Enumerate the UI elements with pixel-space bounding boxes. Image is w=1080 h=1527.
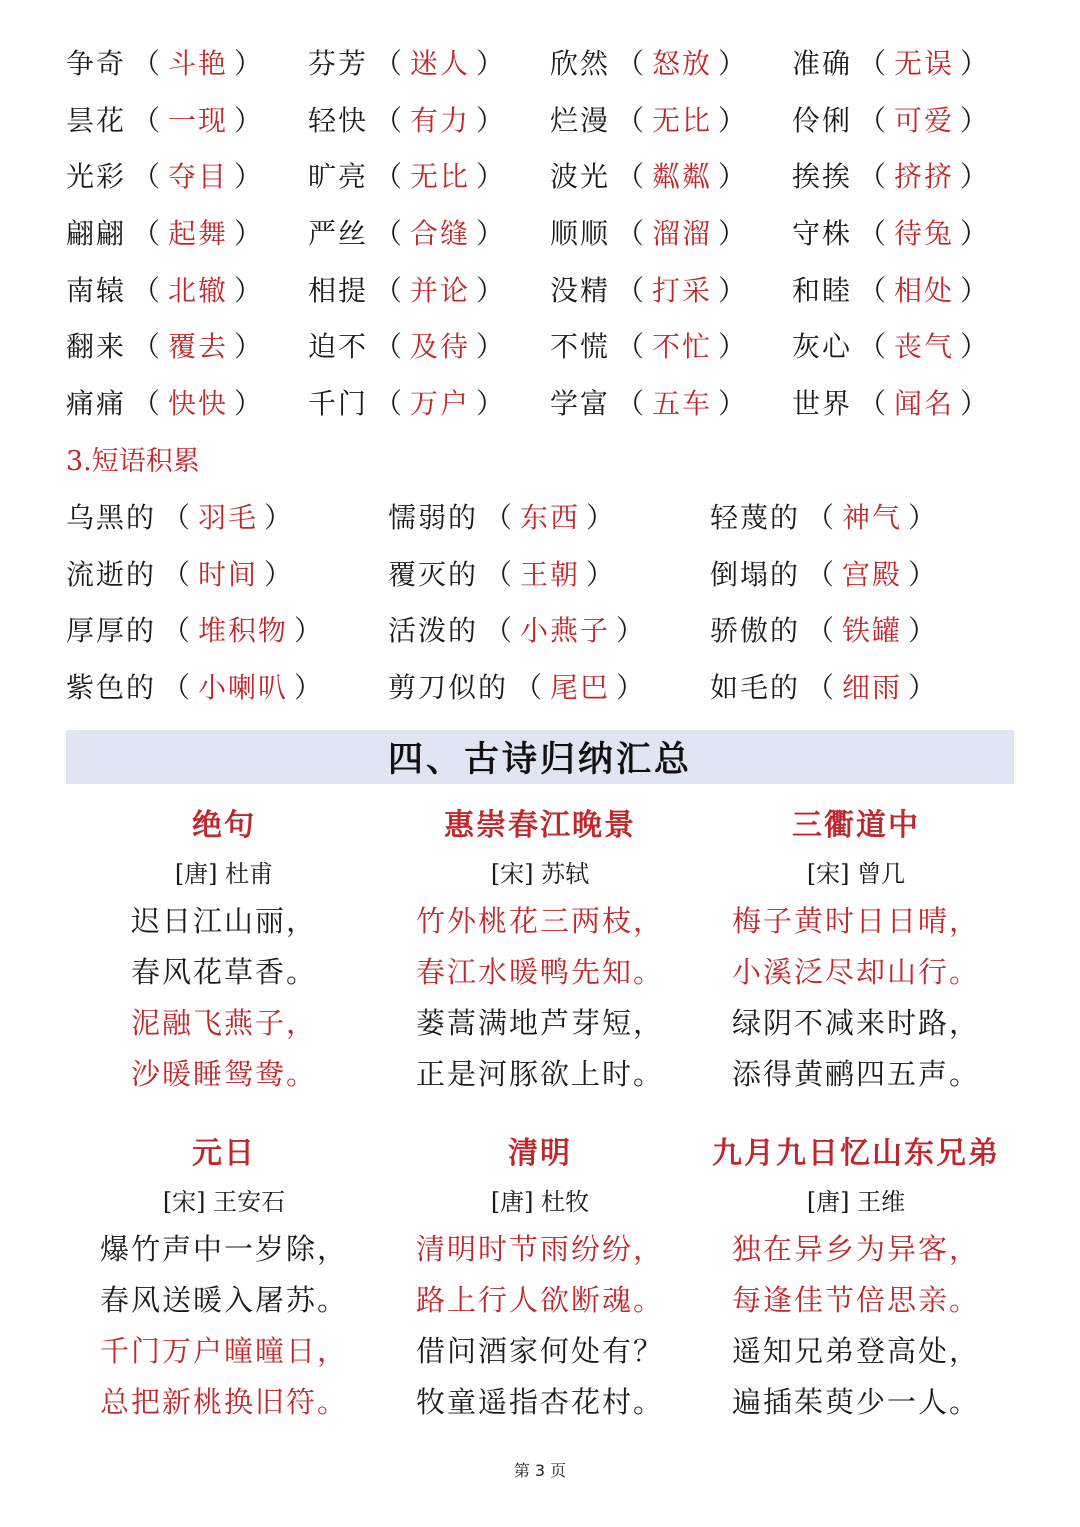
poem-line: 遥知兄弟登高处， [731,1334,980,1368]
idiom-answer: 无比 [410,160,471,194]
idiom-prefix: 欣然 [550,47,611,80]
close-paren: ） [960,273,991,307]
open-paren: （ [132,160,163,194]
open-paren: （ [374,217,405,251]
idiom-answer: 怒放 [652,47,713,80]
idiom-prefix: 准确 [792,47,853,80]
phrase-item [388,490,710,547]
close-paren: ） [908,557,939,591]
poem-card [66,800,382,1100]
poem-card [698,1128,1014,1428]
phrase-prefix: 懦弱的 [388,501,479,534]
idiom-item [792,376,1006,433]
idiom-prefix: 争奇 [66,47,127,80]
open-paren: （ [484,614,515,647]
poem-line: 正是河豚欲上时。 [415,1057,664,1091]
close-paren: ） [476,160,507,194]
idiom-answer: 一现 [168,103,229,137]
close-paren: ） [294,670,325,704]
idiom-prefix: 学富 [550,387,611,421]
poem-line: 春风花草香。 [130,955,317,989]
idiom-prefix: 世界 [792,387,853,421]
phrase-answer: 堆积物 [198,614,289,647]
idiom-item [308,149,550,206]
poem-title: 三衢道中 [792,808,920,843]
poem-line: 路上行人欲断魂。 [415,1283,664,1317]
poem-line: 沙暖睡鸳鸯。 [130,1057,317,1091]
open-paren: （ [616,217,647,251]
close-paren: ） [476,47,507,80]
phrase-prefix: 流逝的 [66,557,157,591]
idiom-answer: 无误 [894,47,955,80]
idiom-item [792,206,1006,263]
idiom-item [308,93,550,150]
close-paren: ） [476,217,507,251]
idiom-item [66,376,308,433]
idiom-item [308,36,550,93]
phrase-item [388,547,710,604]
phrase-answer: 尾巴 [550,670,611,704]
phrase-answer: 神气 [842,501,903,534]
phrase-prefix: 覆灭的 [388,557,479,591]
phrase-prefix: 紫色的 [66,670,157,704]
idiom-prefix: 伶俐 [792,103,853,137]
idiom-prefix: 严丝 [308,217,369,251]
idiom-item [66,206,308,263]
idiom-prefix: 痛痛 [66,387,127,421]
close-paren: ） [616,614,647,647]
idiom-item [792,36,1006,93]
idiom-item [308,263,550,320]
idiom-prefix: 不慌 [550,330,611,364]
idiom-item [66,263,308,320]
idiom-item [792,149,1006,206]
open-paren: （ [162,501,193,534]
idiom-prefix: 守株 [792,217,853,251]
idiom-prefix: 光彩 [66,160,127,194]
open-paren: （ [858,47,889,80]
idiom-prefix: 翩翩 [66,217,127,251]
open-paren: （ [132,330,163,364]
close-paren: ） [908,670,939,704]
idiom-answer: 可爱 [894,103,955,137]
poem-author: [宋] 曾几 [806,860,906,888]
close-paren: ） [264,501,295,534]
close-paren: ） [476,330,507,364]
idiom-answer: 丧气 [894,330,955,364]
close-paren: ） [234,160,265,194]
open-paren: （ [806,614,837,647]
close-paren: ） [234,47,265,80]
idiom-prefix: 波光 [550,160,611,194]
page-number: 第 3 页 [513,1461,567,1480]
phrase-item [710,547,1026,604]
phrase-item [388,603,710,660]
open-paren: （ [132,217,163,251]
idiom-item [66,93,308,150]
open-paren: （ [162,557,193,591]
poem-author: [唐] 王维 [806,1188,906,1216]
open-paren: （ [858,387,889,421]
phrase-prefix: 活泼的 [388,614,479,647]
idiom-item [550,263,792,320]
idiom-answer: 及待 [410,330,471,364]
close-paren: ） [586,501,617,534]
close-paren: ） [234,103,265,137]
phrase-item [710,490,1026,547]
close-paren: ） [960,330,991,364]
phrase-prefix: 如毛的 [710,670,801,704]
phrase-grid [66,490,1026,716]
open-paren: （ [616,273,647,307]
idiom-answer: 闻名 [894,387,955,421]
poem-title: 元日 [192,1136,256,1171]
idiom-prefix: 相提 [308,273,369,307]
idiom-item [550,36,792,93]
idiom-answer: 无比 [652,103,713,137]
close-paren: ） [718,160,749,194]
close-paren: ） [718,273,749,307]
close-paren: ） [586,557,617,591]
close-paren: ） [960,217,991,251]
idiom-answer: 打采 [652,273,713,307]
close-paren: ） [960,160,991,194]
idiom-item [792,263,1006,320]
close-paren: ） [264,557,295,591]
poem-line: 总把新桃换旧符。 [99,1385,348,1419]
idiom-prefix: 挨挨 [792,160,853,194]
open-paren: （ [806,670,837,704]
idiom-answer: 挤挤 [894,160,955,194]
poem-line: 竹外桃花三两枝， [415,904,664,938]
poem-line: 蒌蒿满地芦芽短， [415,1006,664,1040]
close-paren: ） [718,387,749,421]
close-paren: ） [908,501,939,534]
poem-line: 梅子黄时日日晴， [731,904,980,938]
poem-title: 清明 [508,1136,572,1171]
phrase-item [66,547,388,604]
open-paren: （ [374,47,405,80]
open-paren: （ [484,557,515,591]
idiom-answer: 斗艳 [168,47,229,80]
poem-line: 清明时节雨纷纷， [415,1232,664,1266]
poem-line: 春江水暖鸭先知。 [415,955,664,989]
poem-line: 借问酒家何处有？ [415,1334,664,1368]
open-paren: （ [806,557,837,591]
idiom-answer: 待兔 [894,217,955,251]
poem-line: 爆竹声中一岁除， [99,1232,348,1266]
poem-line: 每逢佳节倍思亲。 [731,1283,980,1317]
phrase-answer: 时间 [198,557,259,591]
close-paren: ） [476,273,507,307]
idiom-answer: 起舞 [168,217,229,251]
idiom-answer: 万户 [410,387,471,421]
idiom-item [550,319,792,376]
close-paren: ） [476,103,507,137]
idiom-answer: 合缝 [410,217,471,251]
poem-author: [唐] 杜牧 [490,1188,590,1216]
phrase-item [388,660,710,717]
idiom-item [550,93,792,150]
open-paren: （ [514,670,545,704]
idiom-answer: 相处 [894,273,955,307]
phrase-section-label: 3.短语积累 [66,446,200,477]
phrase-answer: 宫殿 [842,557,903,591]
close-paren: ） [234,330,265,364]
idiom-answer: 快快 [168,387,229,421]
close-paren: ） [718,217,749,251]
open-paren: （ [132,47,163,80]
phrase-prefix: 轻蔑的 [710,501,801,534]
idiom-answer: 并论 [410,273,471,307]
open-paren: （ [616,47,647,80]
phrase-item [66,603,388,660]
open-paren: （ [162,614,193,647]
idiom-prefix: 灰心 [792,330,853,364]
open-paren: （ [374,273,405,307]
close-paren: ） [908,614,939,647]
phrase-answer: 羽毛 [198,501,259,534]
poem-line: 牧童遥指杏花村。 [415,1385,664,1419]
close-paren: ） [960,387,991,421]
idiom-prefix: 顺顺 [550,217,611,251]
poem-title: 绝句 [192,808,256,843]
idiom-item [550,376,792,433]
poem-line: 泥融飞燕子， [130,1006,317,1040]
poem-line: 千门万户曈曈日， [99,1334,348,1368]
idiom-prefix: 烂漫 [550,103,611,137]
phrase-answer: 王朝 [520,557,581,591]
close-paren: ） [718,330,749,364]
poem-author: [唐] 杜甫 [174,860,274,888]
poem-author: [宋] 王安石 [162,1188,286,1216]
phrase-item [710,660,1026,717]
open-paren: （ [616,387,647,421]
idiom-item [308,376,550,433]
poem-card [382,1128,698,1428]
poem-line: 小溪泛尽却山行。 [731,955,980,989]
phrase-item [710,603,1026,660]
idiom-answer: 迷人 [410,47,471,80]
phrase-item [66,660,388,717]
idiom-prefix: 昙花 [66,103,127,137]
phrase-prefix: 倒塌的 [710,557,801,591]
idiom-answer: 五车 [652,387,713,421]
idiom-prefix: 千门 [308,387,369,421]
open-paren: （ [132,387,163,421]
idiom-prefix: 没精 [550,273,611,307]
idiom-item [550,149,792,206]
poem-title: 九月九日忆山东兄弟 [712,1136,1000,1171]
close-paren: ） [718,47,749,80]
close-paren: ） [960,47,991,80]
open-paren: （ [374,387,405,421]
idiom-item [66,149,308,206]
idiom-answer: 溜溜 [652,217,713,251]
open-paren: （ [616,160,647,194]
section-banner [66,730,1014,784]
poem-card [66,1128,382,1428]
open-paren: （ [616,103,647,137]
idiom-item [66,36,308,93]
poem-grid [66,800,1014,1428]
idiom-prefix: 翻来 [66,330,127,364]
idiom-answer: 不忙 [652,330,713,364]
phrase-prefix: 剪刀似的 [388,670,509,704]
idiom-prefix: 迫不 [308,330,369,364]
open-paren: （ [374,330,405,364]
close-paren: ） [294,614,325,647]
idiom-answer: 有力 [410,103,471,137]
close-paren: ） [616,670,647,704]
phrase-answer: 铁罐 [842,614,903,647]
open-paren: （ [858,103,889,137]
idiom-item [792,93,1006,150]
idiom-prefix: 轻快 [308,103,369,137]
idiom-prefix: 南辕 [66,273,127,307]
open-paren: （ [132,103,163,137]
phrase-answer: 细雨 [842,670,903,704]
idiom-prefix: 旷亮 [308,160,369,194]
poem-line: 迟日江山丽， [130,904,317,938]
idiom-answer: 覆去 [168,330,229,364]
idiom-answer: 夺目 [168,160,229,194]
idiom-answer: 北辙 [168,273,229,307]
phrase-prefix: 骄傲的 [710,614,801,647]
close-paren: ） [234,217,265,251]
idiom-item [550,206,792,263]
open-paren: （ [162,670,193,704]
open-paren: （ [806,501,837,534]
open-paren: （ [858,217,889,251]
close-paren: ） [476,387,507,421]
open-paren: （ [132,273,163,307]
open-paren: （ [374,160,405,194]
phrase-prefix: 厚厚的 [66,614,157,647]
close-paren: ） [234,273,265,307]
poem-card [698,800,1014,1100]
idiom-prefix: 芬芳 [308,47,369,80]
poem-card [382,800,698,1100]
idiom-answer: 粼粼 [652,160,713,194]
close-paren: ） [960,103,991,137]
poem-line: 绿阴不减来时路， [731,1006,980,1040]
poem-title: 惠崇春江晚景 [444,808,636,843]
open-paren: （ [858,330,889,364]
idiom-item [792,319,1006,376]
poem-line: 添得黄鹂四五声。 [731,1057,980,1091]
phrase-prefix: 乌黑的 [66,501,157,534]
poem-line: 独在异乡为异客， [731,1232,980,1266]
open-paren: （ [858,160,889,194]
idiom-item [66,319,308,376]
close-paren: ） [718,103,749,137]
phrase-answer: 小喇叭 [198,670,289,704]
open-paren: （ [484,501,515,534]
close-paren: ） [234,387,265,421]
phrase-item [66,490,388,547]
banner-title: 四、古诗归纳汇总 [387,739,692,780]
open-paren: （ [616,330,647,364]
open-paren: （ [858,273,889,307]
phrase-answer: 小燕子 [520,614,611,647]
idiom-item [308,319,550,376]
poem-line: 春风送暖入屠苏。 [99,1283,348,1317]
idiom-grid [66,36,1006,433]
idiom-prefix: 和睦 [792,273,853,307]
idiom-item [308,206,550,263]
phrase-answer: 东西 [520,501,581,534]
open-paren: （ [374,103,405,137]
poem-author: [宋] 苏轼 [490,860,590,888]
poem-line: 遍插茱萸少一人。 [731,1385,980,1419]
